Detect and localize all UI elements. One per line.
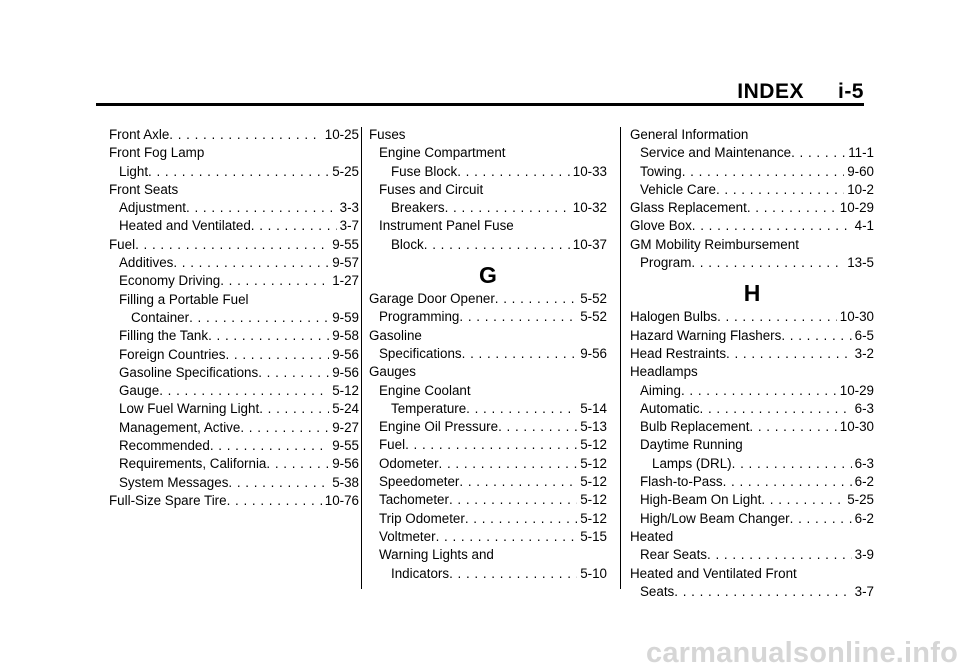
dot-leader bbox=[700, 400, 852, 418]
entry-label: Towing bbox=[640, 163, 682, 179]
entry-page-ref: 9-55 bbox=[332, 236, 359, 252]
dot-leader bbox=[761, 491, 844, 509]
dot-leader bbox=[495, 290, 577, 308]
dot-leader bbox=[717, 308, 837, 326]
index-entry bbox=[109, 309, 359, 327]
entry-label: General Information bbox=[630, 127, 749, 142]
watermark: carmanualsonline.info bbox=[646, 637, 958, 669]
entry-label: Lamps (DRL) bbox=[652, 455, 732, 471]
index-entry bbox=[630, 565, 874, 583]
entry-label: Trip Odometer bbox=[379, 510, 465, 526]
entry-page-ref: 6-2 bbox=[854, 510, 874, 526]
dot-leader bbox=[189, 309, 329, 327]
index-entry bbox=[369, 491, 607, 509]
dot-leader bbox=[225, 346, 329, 364]
entry-page-ref: 9-60 bbox=[847, 163, 874, 179]
entry-label: High-Beam On Light bbox=[640, 492, 762, 508]
entry-label: Odometer bbox=[379, 455, 439, 471]
entry-label: Fuel bbox=[379, 437, 406, 453]
entry-label: Block bbox=[391, 236, 424, 252]
index-entry bbox=[630, 163, 874, 181]
dot-leader bbox=[173, 254, 329, 272]
entry-page-ref: 10-30 bbox=[839, 309, 874, 325]
index-entry bbox=[109, 327, 359, 345]
dot-leader bbox=[459, 473, 577, 491]
dot-leader bbox=[732, 455, 852, 473]
entry-page-ref: 9-57 bbox=[332, 255, 359, 271]
entry-label: Seats bbox=[640, 583, 675, 599]
entry-label: GM Mobility Reimbursement bbox=[630, 236, 799, 252]
entry-label: High/Low Beam Changer bbox=[640, 510, 790, 526]
index-entry bbox=[369, 126, 607, 144]
dot-leader bbox=[707, 546, 852, 564]
entry-page-ref: 6-5 bbox=[854, 327, 874, 343]
index-entry bbox=[630, 254, 874, 272]
entry-page-ref: 6-3 bbox=[854, 400, 874, 416]
entry-label: Fuses bbox=[369, 127, 406, 142]
section-title: INDEX bbox=[737, 80, 804, 103]
entry-label: Gasoline Specifications bbox=[119, 364, 259, 380]
dot-leader bbox=[135, 236, 329, 254]
index-entry bbox=[630, 510, 874, 528]
dot-leader bbox=[449, 565, 577, 583]
index-entry bbox=[369, 546, 607, 564]
entry-label: Glass Replacement bbox=[630, 200, 747, 216]
entry-page-ref: 3-9 bbox=[854, 547, 874, 563]
entry-label: Heated bbox=[630, 528, 674, 544]
entry-page-ref: 9-55 bbox=[332, 438, 359, 454]
index-entry bbox=[109, 364, 359, 382]
index-entry bbox=[109, 254, 359, 272]
dot-leader bbox=[220, 272, 329, 290]
entry-page-ref: 10-76 bbox=[324, 492, 359, 508]
index-entry bbox=[369, 217, 607, 235]
entry-label: Halogen Bulbs bbox=[630, 309, 718, 325]
entry-page-ref: 5-12 bbox=[580, 492, 607, 508]
entry-page-ref: 3-7 bbox=[339, 218, 359, 234]
entry-label: Rear Seats bbox=[640, 547, 707, 563]
entry-page-ref: 10-29 bbox=[839, 200, 874, 216]
column-divider bbox=[361, 127, 362, 589]
index-entry bbox=[630, 236, 874, 254]
dot-leader bbox=[723, 473, 852, 491]
entry-label: Voltmeter bbox=[379, 528, 436, 544]
dot-leader bbox=[148, 163, 329, 181]
entry-page-ref: 9-59 bbox=[332, 309, 359, 325]
entry-label: Hazard Warning Flashers bbox=[630, 327, 782, 343]
page-number: i-5 bbox=[837, 80, 864, 103]
letter-heading: H bbox=[743, 280, 761, 307]
entry-page-ref: 1-27 bbox=[332, 273, 359, 289]
index-entry bbox=[630, 345, 874, 363]
entry-label: Service and Maintenance bbox=[640, 145, 792, 161]
entry-page-ref: 5-12 bbox=[580, 437, 607, 453]
entry-label: Gasoline bbox=[369, 327, 422, 343]
entry-page-ref: 10-25 bbox=[324, 127, 359, 142]
index-entry bbox=[369, 455, 607, 473]
index-entry bbox=[369, 181, 607, 199]
entry-page-ref: 3-3 bbox=[339, 200, 359, 216]
entry-label: Automatic bbox=[640, 400, 700, 416]
index-entry bbox=[630, 546, 874, 564]
entry-page-ref: 10-29 bbox=[839, 382, 874, 398]
entry-label: Daytime Running bbox=[640, 437, 743, 453]
entry-label: Glove Box bbox=[630, 218, 692, 234]
entry-label: Indicators bbox=[391, 565, 450, 581]
entry-page-ref: 5-13 bbox=[580, 419, 607, 435]
entry-label: Gauge bbox=[119, 383, 160, 399]
index-entry bbox=[109, 126, 359, 144]
index-entry bbox=[630, 436, 874, 454]
entry-label: Front Axle bbox=[109, 127, 170, 142]
index-entry bbox=[109, 217, 359, 235]
entry-label: Requirements, California bbox=[119, 456, 267, 472]
index-entry bbox=[369, 382, 607, 400]
index-entry bbox=[109, 163, 359, 181]
entry-page-ref: 10-2 bbox=[847, 181, 874, 197]
dot-leader bbox=[227, 492, 322, 510]
index-entry bbox=[369, 163, 607, 181]
letter-heading: G bbox=[479, 262, 497, 289]
index-entry bbox=[630, 181, 874, 199]
entry-label: Heated and Ventilated Front bbox=[630, 565, 797, 581]
index-entry bbox=[630, 199, 874, 217]
index-entry bbox=[369, 473, 607, 491]
dot-leader bbox=[781, 327, 851, 345]
index-entry bbox=[630, 418, 874, 436]
dot-leader bbox=[747, 199, 837, 217]
entry-label: Economy Driving bbox=[119, 273, 221, 289]
entry-label: Fuel bbox=[109, 236, 136, 252]
entry-page-ref: 4-1 bbox=[854, 218, 874, 234]
index-entry bbox=[109, 272, 359, 290]
entry-label: Adjustment bbox=[119, 200, 186, 216]
entry-page-ref: 9-56 bbox=[332, 346, 359, 362]
index-column-2 bbox=[369, 126, 607, 583]
entry-label: Front Seats bbox=[109, 181, 179, 197]
entry-page-ref: 5-14 bbox=[580, 400, 607, 416]
entry-label: Full-Size Spare Tire bbox=[109, 492, 227, 508]
index-entry bbox=[109, 236, 359, 254]
index-entry bbox=[630, 363, 874, 381]
index-entry bbox=[109, 181, 359, 199]
entry-label: Temperature bbox=[391, 400, 467, 416]
dot-leader bbox=[790, 510, 852, 528]
index-entry bbox=[630, 217, 874, 235]
header-rule bbox=[96, 103, 864, 106]
entry-page-ref: 5-38 bbox=[332, 474, 359, 490]
index-entry bbox=[630, 455, 874, 473]
dot-leader bbox=[436, 528, 578, 546]
entry-label: Engine Compartment bbox=[379, 145, 506, 161]
dot-leader bbox=[424, 236, 570, 254]
index-entry bbox=[630, 491, 874, 509]
entry-page-ref: 5-25 bbox=[332, 163, 359, 179]
index-entry bbox=[109, 346, 359, 364]
dot-leader bbox=[445, 199, 570, 217]
entry-label: Tachometer bbox=[379, 492, 449, 508]
index-column-1 bbox=[109, 126, 359, 510]
entry-label: Front Fog Lamp bbox=[109, 145, 205, 161]
dot-leader bbox=[716, 181, 844, 199]
entry-label: Foreign Countries bbox=[119, 346, 226, 362]
entry-label: Bulb Replacement bbox=[640, 419, 750, 435]
index-entry bbox=[369, 308, 607, 326]
entry-page-ref: 10-32 bbox=[572, 200, 607, 216]
dot-leader bbox=[208, 327, 329, 345]
entry-page-ref: 5-10 bbox=[580, 565, 607, 581]
index-entry bbox=[369, 418, 607, 436]
entry-page-ref: 5-25 bbox=[847, 492, 874, 508]
entry-label: Filling a Portable Fuel bbox=[119, 291, 249, 307]
entry-page-ref: 5-12 bbox=[580, 455, 607, 471]
entry-page-ref: 9-56 bbox=[332, 364, 359, 380]
index-entry bbox=[369, 400, 607, 418]
dot-leader bbox=[169, 126, 321, 144]
dot-leader bbox=[449, 491, 577, 509]
dot-leader bbox=[259, 400, 329, 418]
entry-page-ref: 3-7 bbox=[854, 583, 874, 599]
entry-page-ref: 5-52 bbox=[580, 291, 607, 307]
entry-label: Filling the Tank bbox=[119, 328, 209, 344]
dot-leader bbox=[251, 217, 337, 235]
entry-page-ref: 5-15 bbox=[580, 528, 607, 544]
dot-leader bbox=[439, 455, 578, 473]
dot-leader bbox=[459, 308, 577, 326]
entry-page-ref: 13-5 bbox=[847, 255, 874, 271]
index-entry bbox=[630, 144, 874, 162]
index-column-3 bbox=[630, 126, 874, 601]
dot-leader bbox=[691, 254, 844, 272]
dot-leader bbox=[240, 419, 329, 437]
dot-leader bbox=[210, 437, 329, 455]
entry-label: Management, Active bbox=[119, 419, 241, 435]
index-entry bbox=[369, 528, 607, 546]
index-entry bbox=[630, 400, 874, 418]
index-entry bbox=[109, 400, 359, 418]
dot-leader bbox=[462, 345, 578, 363]
dot-leader bbox=[405, 436, 577, 454]
entry-page-ref: 9-27 bbox=[332, 419, 359, 435]
index-entry bbox=[369, 199, 607, 217]
entry-label: Gauges bbox=[369, 364, 416, 380]
dot-leader bbox=[749, 418, 836, 436]
entry-page-ref: 10-30 bbox=[839, 419, 874, 435]
column-divider bbox=[620, 127, 621, 589]
entry-page-ref: 6-2 bbox=[854, 474, 874, 490]
index-entry bbox=[369, 363, 607, 381]
entry-label: Engine Oil Pressure bbox=[379, 419, 499, 435]
entry-page-ref: 10-33 bbox=[572, 163, 607, 179]
page-header bbox=[737, 80, 864, 104]
index-entry bbox=[369, 436, 607, 454]
entry-label: Low Fuel Warning Light bbox=[119, 401, 260, 417]
index-entry bbox=[369, 290, 607, 308]
entry-label: Breakers bbox=[391, 200, 445, 216]
entry-label: Speedometer bbox=[379, 474, 460, 490]
dot-leader bbox=[674, 583, 851, 601]
entry-label: Garage Door Opener bbox=[369, 291, 495, 307]
dot-leader bbox=[466, 400, 577, 418]
entry-page-ref: 11-1 bbox=[848, 145, 874, 161]
dot-leader bbox=[692, 217, 852, 235]
dot-leader bbox=[498, 418, 577, 436]
index-entry bbox=[109, 199, 359, 217]
index-entry bbox=[109, 492, 359, 510]
index-entry bbox=[630, 528, 874, 546]
entry-label: Recommended bbox=[119, 438, 210, 454]
dot-leader bbox=[681, 382, 837, 400]
entry-label: Head Restraints bbox=[630, 345, 727, 361]
index-entry bbox=[369, 345, 607, 363]
entry-page-ref: 5-12 bbox=[332, 383, 359, 399]
entry-page-ref: 9-58 bbox=[332, 328, 359, 344]
entry-label: Program bbox=[640, 255, 692, 271]
dot-leader bbox=[266, 455, 329, 473]
entry-label: System Messages bbox=[119, 474, 229, 490]
index-entry bbox=[630, 583, 874, 601]
entry-label: Fuses and Circuit bbox=[379, 181, 484, 197]
entry-page-ref: 5-12 bbox=[580, 510, 607, 526]
entry-label: Warning Lights and bbox=[379, 547, 494, 563]
index-entry bbox=[109, 437, 359, 455]
entry-label: Aiming bbox=[640, 382, 681, 398]
entry-label: Additives bbox=[119, 255, 174, 271]
dot-leader bbox=[258, 364, 329, 382]
index-entry bbox=[369, 144, 607, 162]
index-entry bbox=[630, 308, 874, 326]
entry-label: Headlamps bbox=[630, 364, 698, 380]
index-entry bbox=[109, 474, 359, 492]
entry-page-ref: 5-12 bbox=[580, 474, 607, 490]
entry-page-ref: 10-37 bbox=[572, 236, 607, 252]
dot-leader bbox=[726, 345, 852, 363]
index-entry bbox=[109, 144, 359, 162]
entry-label: Flash-to-Pass bbox=[640, 474, 723, 490]
index-entry bbox=[369, 236, 607, 254]
dot-leader bbox=[791, 144, 845, 162]
entry-label: Engine Coolant bbox=[379, 382, 471, 398]
entry-label: Light bbox=[119, 163, 149, 179]
dot-leader bbox=[682, 163, 845, 181]
index-entry bbox=[630, 327, 874, 345]
dot-leader bbox=[186, 199, 337, 217]
dot-leader bbox=[228, 474, 329, 492]
index-entry bbox=[630, 382, 874, 400]
entry-label: Fuse Block bbox=[391, 163, 458, 179]
entry-label: Instrument Panel Fuse bbox=[379, 218, 514, 234]
index-entry bbox=[630, 473, 874, 491]
index-entry bbox=[369, 565, 607, 583]
index-entry bbox=[630, 126, 874, 144]
index-entry bbox=[109, 455, 359, 473]
entry-page-ref: 3-2 bbox=[854, 345, 874, 361]
index-entry bbox=[369, 510, 607, 528]
index-entry bbox=[109, 291, 359, 309]
entry-label: Specifications bbox=[379, 345, 462, 361]
index-entry bbox=[109, 419, 359, 437]
index-entry bbox=[109, 382, 359, 400]
entry-page-ref: 9-56 bbox=[332, 456, 359, 472]
entry-label: Heated and Ventilated bbox=[119, 218, 251, 234]
entry-page-ref: 9-56 bbox=[580, 345, 607, 361]
index-entry bbox=[369, 327, 607, 345]
dot-leader bbox=[457, 163, 570, 181]
entry-page-ref: 6-3 bbox=[854, 455, 874, 471]
entry-label: Programming bbox=[379, 309, 460, 325]
entry-label: Container bbox=[131, 309, 190, 325]
entry-page-ref: 5-24 bbox=[332, 401, 359, 417]
dot-leader bbox=[159, 382, 329, 400]
entry-label: Vehicle Care bbox=[640, 181, 716, 197]
entry-page-ref: 5-52 bbox=[580, 309, 607, 325]
dot-leader bbox=[465, 510, 577, 528]
